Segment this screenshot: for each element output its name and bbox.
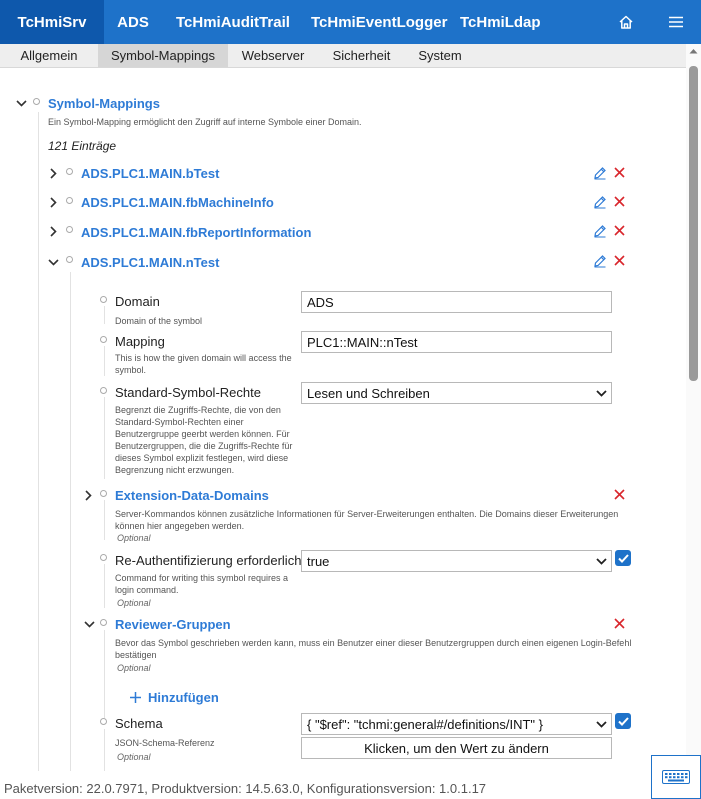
tab-sicherheit[interactable]: Sicherheit bbox=[332, 48, 391, 63]
rights-description: Begrenzt die Zugriffs-Rechte, die von den Standard-Symbol-Rechten einer Benutzergruppe geerbt werden können. Für Benutzergruppen, die die Zugriffs-Rechte für dieses Symbol explizit festlegen, wird diese Begrenzung nicht erzwungen. bbox=[115, 405, 293, 475]
tab-system[interactable]: System bbox=[418, 48, 462, 63]
tree-guide-line bbox=[104, 306, 105, 324]
tree-guide-line bbox=[104, 346, 105, 376]
vertical-scrollbar[interactable] bbox=[686, 44, 701, 771]
tree-guide-line bbox=[104, 500, 105, 540]
reauth-optional: Optional bbox=[117, 598, 151, 608]
schema-select[interactable] bbox=[301, 713, 612, 735]
tree-node-dot bbox=[66, 168, 73, 175]
edit-pencil-icon[interactable] bbox=[593, 254, 607, 268]
schema-label: Schema bbox=[115, 716, 163, 731]
entry-name[interactable]: ADS.PLC1.MAIN.fbReportInformation bbox=[81, 225, 312, 240]
tree-node-dot bbox=[100, 387, 107, 394]
chevron-right-icon bbox=[50, 197, 57, 208]
tree-node-dot bbox=[100, 490, 107, 497]
rights-label: Standard-Symbol-Rechte bbox=[115, 385, 261, 400]
schema-edit-button[interactable]: Klicken, um den Wert zu ändern bbox=[301, 737, 612, 759]
entry-name[interactable]: ADS.PLC1.MAIN.nTest bbox=[81, 255, 220, 270]
tree-node-dot bbox=[100, 554, 107, 561]
tree-guide-line bbox=[104, 397, 105, 479]
scrollbar-thumb[interactable] bbox=[689, 66, 698, 381]
edit-pencil-icon[interactable] bbox=[593, 166, 607, 180]
reviewer-title[interactable]: Reviewer-Gruppen bbox=[115, 617, 231, 632]
menu-button[interactable] bbox=[651, 0, 701, 44]
chevron-right-icon bbox=[85, 490, 92, 501]
checkmark-icon bbox=[618, 717, 629, 726]
tree-guide-line bbox=[70, 272, 71, 771]
collapse-entry-toggle[interactable] bbox=[47, 256, 59, 268]
delete-x-icon[interactable] bbox=[614, 618, 625, 629]
edit-pencil-icon[interactable] bbox=[593, 195, 607, 209]
schema-checkbox[interactable] bbox=[615, 713, 631, 729]
keyboard-icon bbox=[662, 770, 690, 784]
tab-tchmildap[interactable]: TcHmiLdap bbox=[460, 13, 541, 31]
rights-select-value: Lesen und Schreiben bbox=[307, 385, 430, 401]
chevron-down-icon bbox=[596, 558, 607, 565]
mapping-input[interactable]: PLC1::MAIN::nTest bbox=[301, 331, 612, 353]
chevron-down-icon bbox=[84, 621, 95, 628]
reauth-checkbox[interactable] bbox=[615, 550, 631, 566]
tree-node-dot bbox=[100, 619, 107, 626]
keyboard-button[interactable] bbox=[651, 755, 701, 799]
tab-allgemein[interactable]: Allgemein bbox=[20, 48, 78, 63]
tab-ads[interactable]: ADS bbox=[117, 13, 149, 31]
tab-webserver[interactable]: Webserver bbox=[241, 48, 305, 63]
chevron-down-icon bbox=[596, 721, 607, 728]
sub-navigation-bar bbox=[0, 44, 701, 68]
rights-select[interactable] bbox=[301, 382, 612, 404]
tree-node-dot bbox=[33, 98, 40, 105]
schema-optional: Optional bbox=[117, 752, 151, 762]
mapping-label: Mapping bbox=[115, 334, 165, 349]
tree-guide-line bbox=[38, 112, 39, 771]
version-info: Paketversion: 22.0.7971, Produktversion: 14.5.63.0, Konfigurationsversion: 1.0.1.17 bbox=[4, 781, 487, 796]
schema-description: JSON-Schema-Referenz bbox=[115, 738, 215, 748]
chevron-right-icon bbox=[50, 168, 57, 179]
entry-name[interactable]: ADS.PLC1.MAIN.fbMachineInfo bbox=[81, 195, 274, 210]
delete-x-icon[interactable] bbox=[614, 489, 625, 500]
tree-guide-line bbox=[104, 630, 105, 718]
reauth-label: Re-Authentifizierung erforderlich bbox=[115, 553, 302, 568]
reauth-select-value: true bbox=[307, 553, 330, 569]
delete-x-icon[interactable] bbox=[614, 196, 625, 207]
delete-x-icon[interactable] bbox=[614, 255, 625, 266]
tree-node-dot bbox=[66, 197, 73, 204]
hamburger-menu-icon bbox=[669, 16, 683, 28]
expand-extension-toggle[interactable] bbox=[82, 489, 94, 501]
tab-tchmieventlogger[interactable]: TcHmiEventLogger bbox=[311, 13, 448, 31]
domain-input[interactable]: ADS bbox=[301, 291, 612, 313]
symbol-mappings-panel bbox=[0, 68, 686, 771]
home-button[interactable] bbox=[601, 0, 651, 44]
tree-guide-line bbox=[104, 564, 105, 608]
section-title[interactable]: Symbol-Mappings bbox=[48, 96, 160, 111]
tree-node-dot bbox=[66, 256, 73, 263]
delete-x-icon[interactable] bbox=[614, 225, 625, 236]
extension-title[interactable]: Extension-Data-Domains bbox=[115, 488, 269, 503]
tab-tchmisrv[interactable]: TcHmiSrv bbox=[0, 0, 104, 44]
entry-name[interactable]: ADS.PLC1.MAIN.bTest bbox=[81, 166, 220, 181]
footer bbox=[0, 771, 701, 799]
top-navigation-bar bbox=[0, 0, 701, 44]
chevron-down-icon bbox=[596, 390, 607, 397]
scroll-up-arrow-icon[interactable] bbox=[689, 48, 698, 54]
domain-label: Domain bbox=[115, 294, 160, 309]
tree-guide-line bbox=[104, 729, 105, 771]
tree-node-dot bbox=[100, 718, 107, 725]
expand-entry-toggle[interactable] bbox=[47, 225, 59, 237]
collapse-section-toggle[interactable] bbox=[15, 97, 27, 109]
extension-optional: Optional bbox=[117, 533, 151, 543]
schema-select-value: { "$ref": "tchmi:general#/definitions/INT" } bbox=[307, 716, 543, 732]
edit-pencil-icon[interactable] bbox=[593, 224, 607, 238]
add-reviewer-button[interactable] bbox=[130, 690, 219, 705]
chevron-down-icon bbox=[16, 100, 27, 107]
delete-x-icon[interactable] bbox=[614, 167, 625, 178]
reviewer-optional: Optional bbox=[117, 663, 151, 673]
entry-count: 121 Einträge bbox=[48, 139, 117, 153]
tree-node-dot bbox=[100, 296, 107, 303]
expand-entry-toggle[interactable] bbox=[47, 167, 59, 179]
reviewer-description: Bevor das Symbol geschrieben werden kann, muss ein Benutzer einer dieser Benutzergruppen durch einen eigenen Login-Befehl bestätigen bbox=[115, 638, 632, 660]
home-icon bbox=[618, 14, 634, 30]
reauth-description: Command for writing this symbol requires a login command. bbox=[115, 573, 289, 595]
reauth-select[interactable] bbox=[301, 550, 612, 572]
add-reviewer-label: Hinzufügen bbox=[148, 690, 219, 705]
tab-symbol-mappings[interactable]: Symbol-Mappings bbox=[98, 44, 228, 67]
tree-node-dot bbox=[66, 226, 73, 233]
plus-icon bbox=[130, 692, 141, 703]
mapping-description: This is how the given domain will access the symbol. bbox=[115, 353, 292, 375]
section-description: Ein Symbol-Mapping ermöglicht den Zugriff auf interne Symbole einer Domain. bbox=[48, 117, 362, 127]
chevron-right-icon bbox=[50, 226, 57, 237]
expand-entry-toggle[interactable] bbox=[47, 196, 59, 208]
tree-node-dot bbox=[100, 336, 107, 343]
chevron-down-icon bbox=[48, 259, 59, 266]
domain-description: Domain of the symbol bbox=[115, 316, 203, 326]
tab-tchmiaudittrail[interactable]: TcHmiAuditTrail bbox=[176, 13, 290, 31]
collapse-reviewer-toggle[interactable] bbox=[83, 618, 95, 630]
extension-description: Server-Kommandos können zusätzliche Informationen für Server-Erweiterungen enthalten. Die Domains dieser Erweiterungen können hier angegeben werden. bbox=[115, 509, 619, 531]
checkmark-icon bbox=[618, 554, 629, 563]
